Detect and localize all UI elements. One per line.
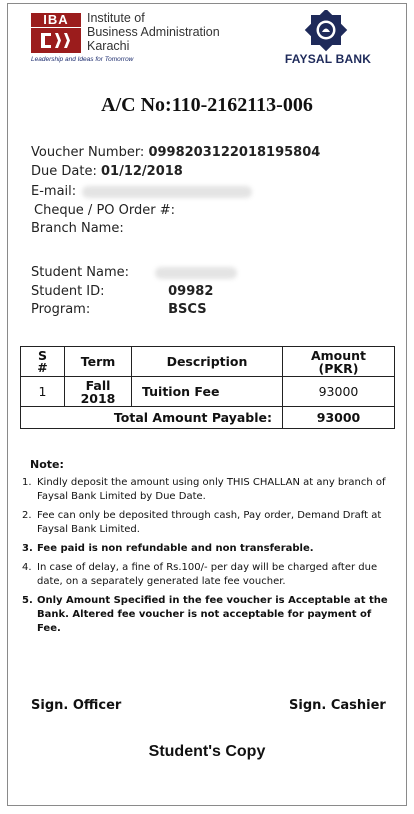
note-number: 1. <box>22 477 32 488</box>
notes-list <box>22 476 394 641</box>
iba-badge-text: IBA <box>31 13 81 27</box>
student-id-value: 09982 <box>168 284 214 299</box>
fee-table <box>20 346 395 429</box>
note-item <box>22 594 394 636</box>
total-row <box>21 407 395 429</box>
email-label: E-mail: <box>31 184 77 199</box>
sno-header <box>21 347 65 377</box>
voucher-number-value: 0998203122018195804 <box>148 145 321 160</box>
description-header: Description <box>132 347 283 377</box>
email-value-redacted <box>82 186 252 198</box>
note-text: Fee paid is non refundable and non transferable. <box>37 543 314 554</box>
total-value: 93000 <box>283 407 395 429</box>
iba-name <box>87 11 247 53</box>
iba-tagline: Leadership and Ideas for Tomorrow <box>31 56 134 63</box>
due-date-value: 01/12/2018 <box>100 164 183 179</box>
account-number: A/C No:110-2162113-006 <box>101 94 313 116</box>
student-name-label: Student Name: <box>31 265 130 280</box>
note-text: Kindly deposit the amount using only THIS CHALLAN at any branch of Faysal Bank Limited by Due Date. <box>37 477 386 502</box>
due-date-label: Due Date: <box>31 164 97 179</box>
amount-header-line1: Amount <box>310 347 367 363</box>
voucher-number-label: Voucher Number: <box>31 145 145 160</box>
program-row <box>31 302 207 317</box>
sno-header-line2: # <box>37 359 48 375</box>
iba-badge <box>31 13 81 53</box>
faysal-bank-logo <box>278 10 378 68</box>
total-label: Total Amount Payable: <box>21 407 283 429</box>
table-row <box>21 377 395 407</box>
iba-name-line: Karachi <box>87 39 130 53</box>
iba-name-line: Business Administration <box>87 25 220 39</box>
email-row <box>31 184 252 199</box>
note-number: 4. <box>22 562 32 573</box>
table-header-row <box>21 347 395 377</box>
note-text: Only Amount Specified in the fee voucher is Acceptable at the Bank. Altered fee voucher is not acceptable for payment of Fee. <box>37 595 388 634</box>
row-term <box>65 377 132 407</box>
bank-name: FAYSAL BANK <box>284 52 372 66</box>
term-header: Term <box>65 347 132 377</box>
note-item <box>22 476 394 504</box>
row-description: Tuition Fee <box>132 377 283 407</box>
note-text: In case of delay, a fine of Rs.100/- per day will be charged after due date, on a separately generated late fee voucher. <box>37 562 378 587</box>
cheque-label: Cheque / PO Order #: <box>34 203 176 218</box>
note-item <box>22 542 394 556</box>
note-item <box>22 509 394 537</box>
sign-officer: Sign. Officer <box>31 698 122 713</box>
iba-name-line: Institute of <box>87 11 145 25</box>
note-item <box>22 561 394 589</box>
row-term-line2: 2018 <box>80 390 116 406</box>
program-label: Program: <box>31 302 91 317</box>
cheque-row <box>34 203 175 218</box>
sign-cashier: Sign. Cashier <box>289 698 386 713</box>
row-sno: 1 <box>21 377 65 407</box>
faysal-star-icon <box>278 10 378 52</box>
amount-header <box>283 347 395 377</box>
iba-emblem-icon <box>31 28 81 53</box>
program-value: BSCS <box>168 302 207 317</box>
branch-label: Branch Name: <box>31 221 124 236</box>
student-id-label: Student ID: <box>31 284 105 299</box>
student-name-redacted <box>155 267 237 279</box>
due-date-row <box>31 164 183 179</box>
student-id-row <box>31 284 213 299</box>
student-name-row <box>31 265 237 280</box>
amount-header-line2: (PKR) <box>318 360 359 376</box>
note-number: 5. <box>22 595 33 606</box>
note-number: 3. <box>22 543 33 554</box>
voucher-number-row <box>31 145 320 160</box>
row-term-line1: Fall <box>85 377 111 393</box>
note-number: 2. <box>22 510 32 521</box>
row-amount: 93000 <box>283 377 395 407</box>
sno-header-line1: S <box>37 347 47 363</box>
note-text: Fee can only be deposited through cash, Pay order, Demand Draft at Faysal Bank Limited. <box>37 510 382 535</box>
copy-label: Student's Copy <box>148 743 266 760</box>
note-title: Note: <box>30 458 64 471</box>
branch-row <box>31 221 124 236</box>
